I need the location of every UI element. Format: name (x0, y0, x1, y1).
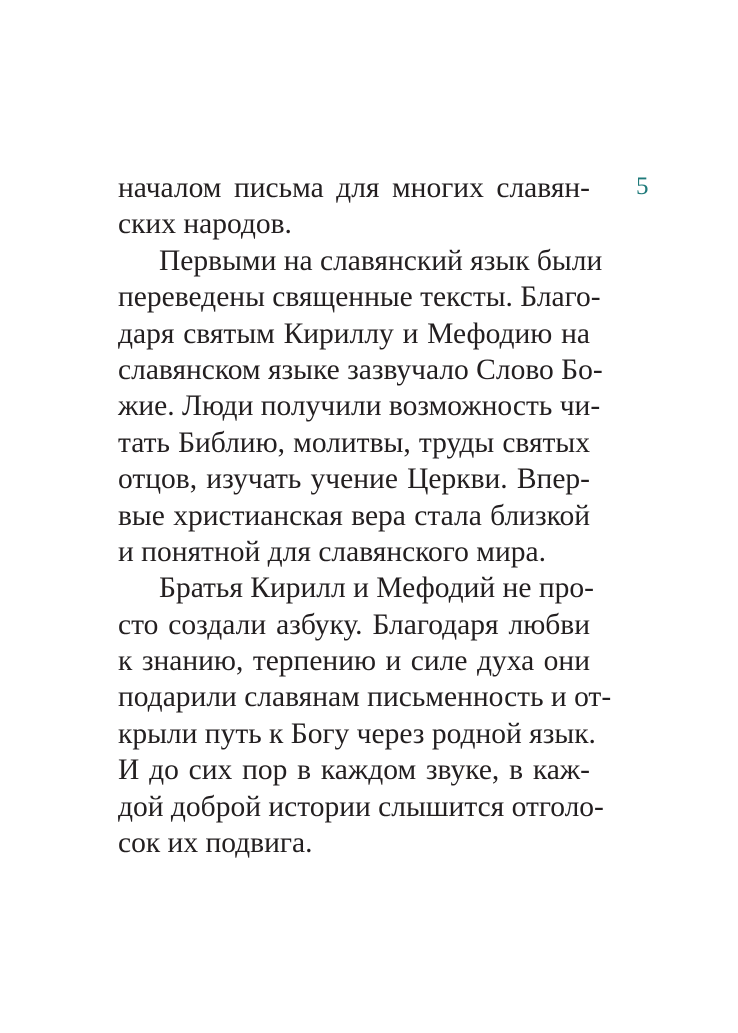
text-line: вые христианская вера стала близкой (118, 499, 590, 532)
page-number: 5 (636, 173, 649, 200)
text-line: к знанию, терпению и силе духа они (118, 645, 590, 678)
text-line: началом письма для многих славян- (118, 172, 590, 204)
text-line: Первыми на славянский язык были (159, 244, 603, 277)
text-line: сто создали азбуку. Благодаря любви (118, 608, 590, 641)
text-line: тать Библию, молитвы, труды святых (118, 426, 590, 459)
paragraph-1 (118, 170, 590, 243)
text-line: Братья Кирилл и Мефодий не про- (159, 572, 594, 605)
text-line: славянском языке зазвучало Слово Бо- (118, 353, 603, 386)
text-line: переведены священные тексты. Благо- (118, 281, 601, 314)
text-line: дой доброй истории слышится отголо- (118, 790, 604, 823)
paragraph-3 (118, 570, 612, 861)
text-line: жие. Люди получили возможность чи- (118, 390, 601, 423)
text-line: и понятной для славянского мира. (118, 535, 546, 568)
text-line: ских народов. (118, 208, 292, 241)
text-line: даря святым Кириллу и Мефодию на (118, 317, 590, 350)
text-line: отцов, изучать учение Церкви. Впер- (118, 463, 590, 496)
text-line: сок их подвига. (118, 827, 313, 860)
text-line: подарили славянам письменность и от- (118, 681, 612, 714)
text-line: И до сих пор в каждом звуке, в каж- (118, 754, 590, 787)
body-text (118, 170, 612, 861)
paragraph-2 (118, 243, 603, 571)
text-line: крыли путь к Богу через родной язык. (118, 717, 596, 750)
